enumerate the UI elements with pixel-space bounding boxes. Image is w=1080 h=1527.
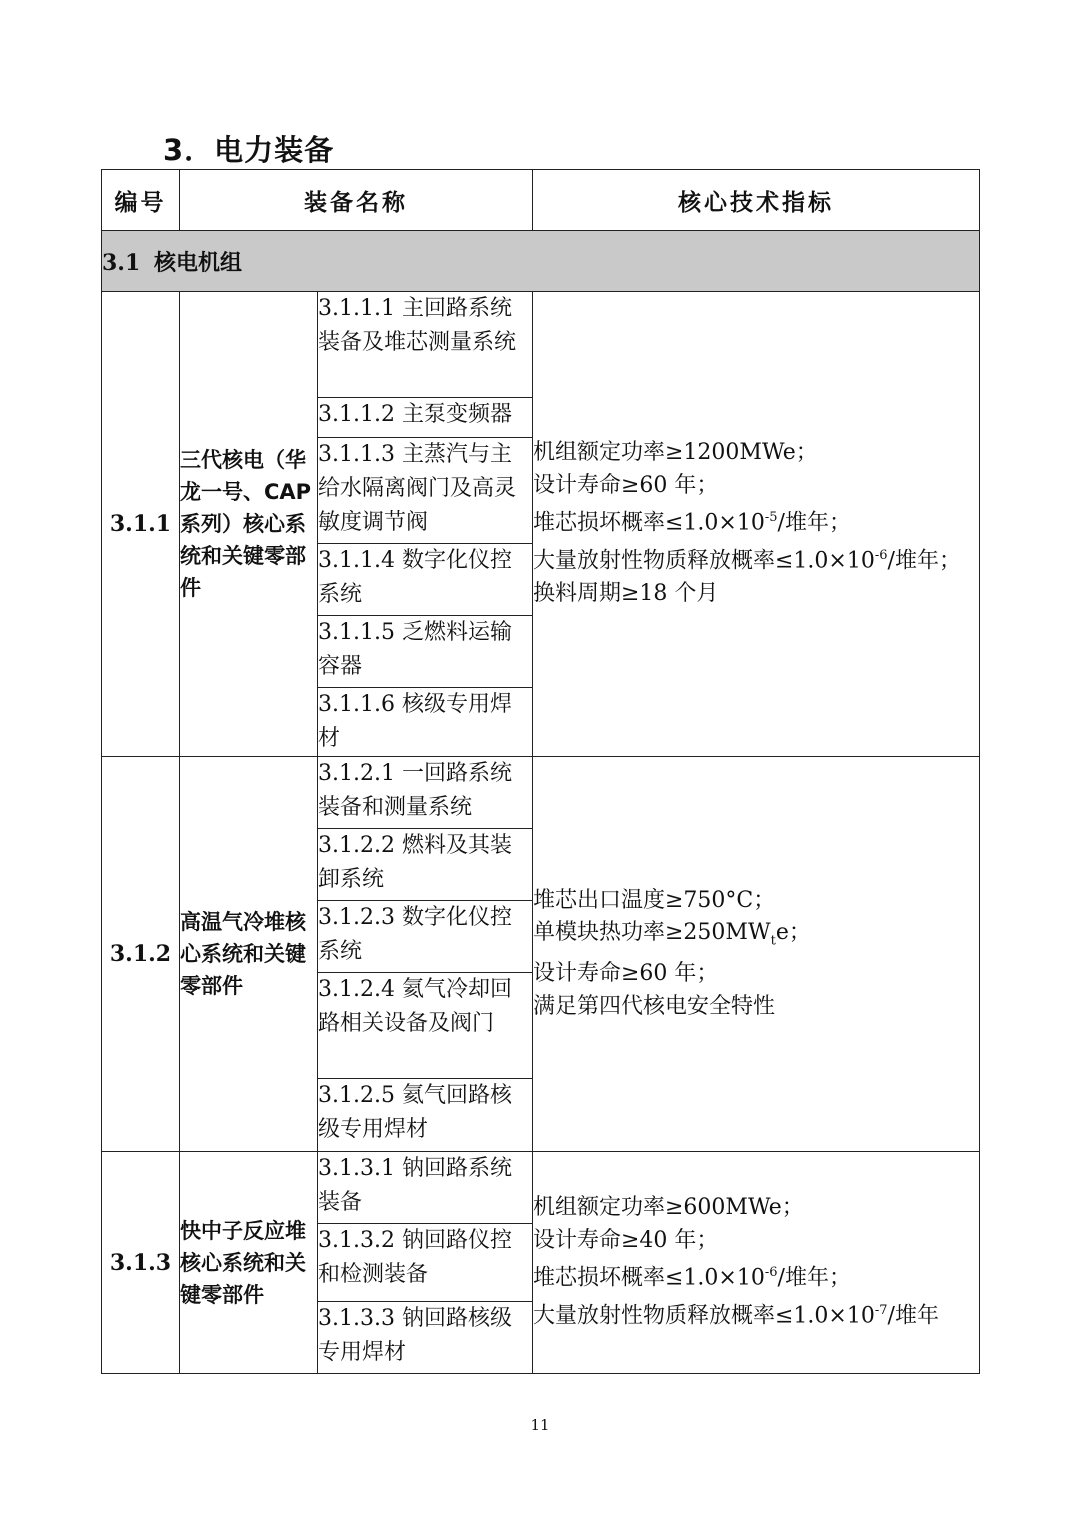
spec-line: 换料周期≥18 个月 <box>533 581 719 607</box>
subitem: 3.1.2.5 氦气回路核级专用焊材 <box>318 1079 533 1152</box>
spec-line: 设计寿命≥60 年； <box>533 961 719 987</box>
spec-line: 设计寿命≥60 年； <box>533 472 719 498</box>
row-number: 3.1.2 <box>102 757 180 1152</box>
header-equipment-name: 装备名称 <box>180 170 533 231</box>
subitem: 3.1.3.2 钠回路仪控和检测装备 <box>318 1224 533 1302</box>
spec-line: 满足第四代核电安全特性 <box>533 993 776 1019</box>
spec-line: 堆芯损坏概率$\le 1.0\times 10^{-6}/$堆年； <box>533 1265 851 1291</box>
subitem: 3.1.1.6 核级专用焊材 <box>318 688 533 757</box>
row-number: 3.1.1 <box>102 292 180 757</box>
subitem: 3.1.1.1 主回路系统装备及堆芯测量系统 <box>318 292 533 398</box>
spec-line: 大量放射性物质释放概率$\le 1.0\times 10^{-6}/$堆年； <box>533 548 961 574</box>
row-equipment-name: 三代核电（华龙一号、CAP系列）核心系统和关键零部件 <box>180 292 318 757</box>
subitem: 3.1.1.5 乏燃料运输容器 <box>318 616 533 688</box>
row-specs <box>533 757 980 1152</box>
header-core-indicators: 核心技术指标 <box>533 170 980 231</box>
group-cell <box>102 231 980 292</box>
spec-line: 单模块热功率$\ge 250MW_te$； <box>533 920 811 949</box>
spec-line: 机组额定功率≥1200MWe； <box>533 440 818 466</box>
table-row <box>102 1152 980 1224</box>
row-specs <box>533 1152 980 1374</box>
subitem: 3.1.1.3 主蒸汽与主给水隔离阀门及高灵敏度调节阀 <box>318 438 533 544</box>
row-specs <box>533 292 980 757</box>
subitem: 3.1.2.2 燃料及其装卸系统 <box>318 829 533 901</box>
row-equipment-name: 快中子反应堆核心系统和关键零部件 <box>180 1152 318 1374</box>
subitem: 3.1.2.3 数字化仪控系统 <box>318 901 533 973</box>
section-title: 3．电力装备 <box>163 133 335 167</box>
spec-line: 大量放射性物质释放概率$\le 1.0\times 10^{-7}/$堆年 <box>533 1303 939 1329</box>
page-number: 11 <box>530 1416 550 1434</box>
subitem: 3.1.3.1 钠回路系统装备 <box>318 1152 533 1224</box>
group-row <box>102 231 980 292</box>
subitem: 3.1.3.3 钠回路核级专用焊材 <box>318 1302 533 1374</box>
row-number: 3.1.3 <box>102 1152 180 1374</box>
row-equipment-name: 高温气冷堆核心系统和关键零部件 <box>180 757 318 1152</box>
header-number: 编号 <box>102 170 180 231</box>
equipment-table <box>101 169 980 1374</box>
spec-line: 机组额定功率≥600MWe； <box>533 1195 804 1221</box>
subitem: 3.1.2.1 一回路系统装备和测量系统 <box>318 757 533 829</box>
table-row <box>102 757 980 829</box>
table-row <box>102 292 980 398</box>
spec-line: 设计寿命≥40 年； <box>533 1227 719 1253</box>
table-header-row <box>102 170 980 231</box>
group-title: 核电机组 <box>154 250 243 276</box>
spec-line: 堆芯出口温度≥750°C； <box>533 887 776 913</box>
subitem: 3.1.1.4 数字化仪控系统 <box>318 544 533 616</box>
spec-line: 堆芯损坏概率$\le 1.0\times 10^{-5}/$堆年； <box>533 510 851 536</box>
subitem: 3.1.2.4 氦气冷却回路相关设备及阀门 <box>318 973 533 1079</box>
group-number: 3.1 <box>102 249 141 276</box>
subitem: 3.1.1.2 主泵变频器 <box>318 398 533 438</box>
